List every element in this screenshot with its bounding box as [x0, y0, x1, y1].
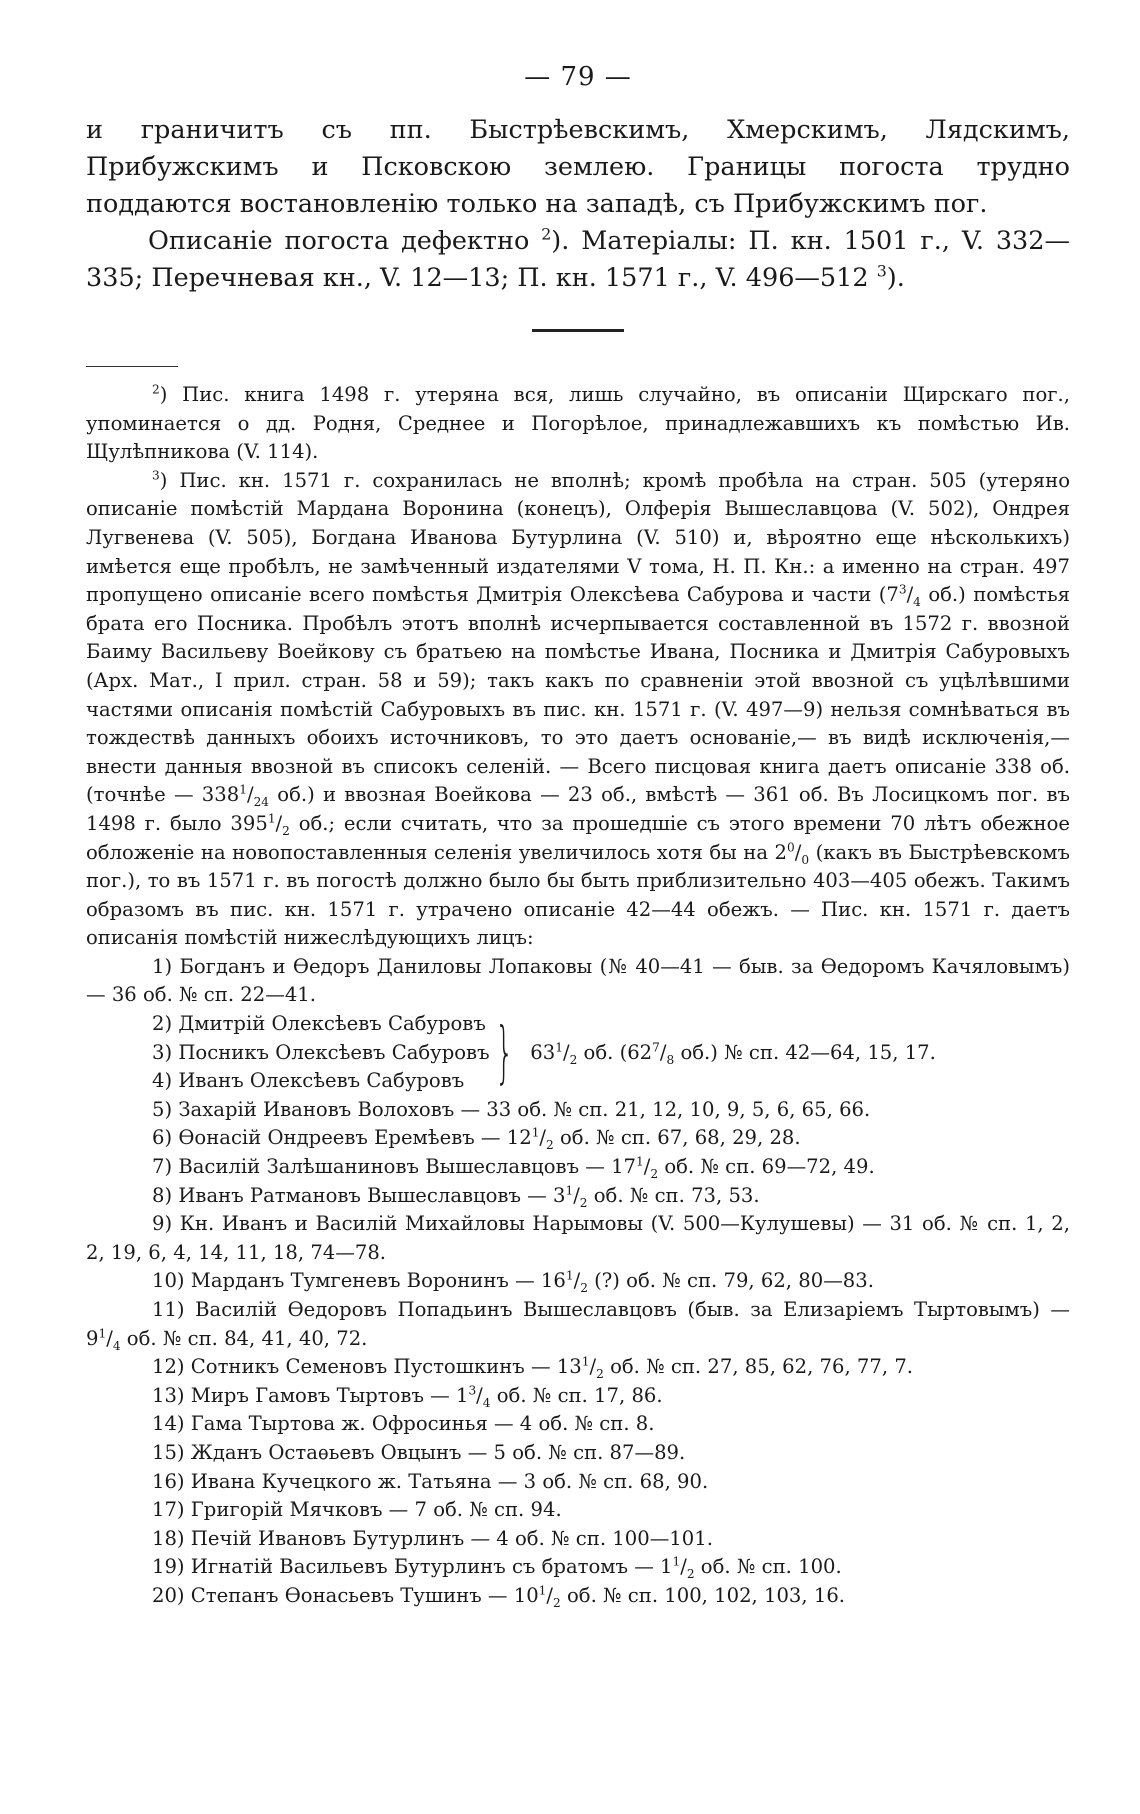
- footnote-3: $^3$) Пис. кн. 1571 г. сохранилась не вполнѣ; кромѣ пробѣла на стран. 505 (утеряно описаніе помѣстій Мардана Воронина (конецъ), Олферія Вышеславцова (V. 502), Ондрея Лугвенева (V. 505), Богдана Иванова Бутурлина (V. 510) и, вѣроятно еще нѣсколькихъ) имѣется еще пробѣлъ, не замѣченный издателями V тома, Н. П. Кн.: а именно на стран. 497 пропущено описаніе всего помѣстья Дмитрія Олексѣева Сабурова и части ($7^3/_4$ об.) помѣстья брата его Посника. Пробѣлъ этотъ вполнѣ исчерпывается составленной въ 1572 г. ввозной Баиму Васильеву Воейкову съ братьею на помѣстье Ивана, Посника и Дмитрія Сабуровыхъ (Арх. Мат., I прил. стран. 58 и 59); такъ какъ по сравненіи этой ввозной съ уцѣлѣвшими частями описанія помѣстій Сабуровыхъ въ пис. кн. 1571 г. (V. 497—9) нельзя сомнѣваться въ тождествѣ данныхъ обоихъ источниковъ, то это даетъ основаніе,— въ видѣ исключенія,— внести данныя ввозной въ списокъ селеній. — Всего писцовая книга даетъ описаніе 338 об. (точнѣе — $338^1/_{24}$ об.) и ввозная Воейкова — 23 об., вмѣстѣ — 361 об. Въ Лосицкомъ пог. въ 1498 г. было $395^1/_2$ об.; если считать, что за прошедшіе съ этого времени 70 лѣтъ обежное обложеніе на новопоставленныя селенія увеличилось хотя бы на $2^0/_0$ (какъ въ Быстрѣевскомъ пог.), то въ 1571 г. въ погостѣ должно было бы быть приблизительно 403—405 обежъ. Такимъ образомъ въ пис. кн. 1571 г. утрачено описаніе 42—44 обежъ. — Пис. кн. 1571 г. даетъ описанія помѣстій нижеслѣдующихъ лицъ:: [86, 468, 1070, 950]
- list-item: 9) Кн. Иванъ и Василій Михайловы Нарымовы (V. 500—Кулушевы) — 31 об. № сп. 1, 2, 2, 19, 6, 4, 14, 11, 18, 74—78.: [86, 1212, 1070, 1264]
- list-item: 10) Марданъ Тумгеневъ Воронинъ — $16^1/_2$ (?) об. № сп. 79, 62, 80—83.: [152, 1268, 874, 1296]
- list-item: 17) Григорій Мячковъ — 7 об. № сп. 94.: [152, 1498, 562, 1522]
- list-item: 15) Жданъ Остаѳьевъ Овцынъ — 5 об. № сп. 87—89.: [152, 1440, 686, 1464]
- footnote-ref-2: 2: [541, 224, 552, 244]
- brace-icon: }: [494, 1014, 514, 1092]
- main-paragraph-1: и граничитъ съ пп. Быстрѣевскимъ, Хмерскимъ, Лядскимъ, Прибужскимъ и Псковскою землею. Границы погоста трудно поддаются востановленію только на западѣ, съ Прибужскимъ пог.: [86, 115, 1070, 219]
- main-text: [86, 112, 1070, 297]
- list-item: 16) Ивана Кучецкого ж. Татьяна — 3 об. № сп. 68, 90.: [152, 1469, 709, 1493]
- list-item: 14) Гама Тыртова ж. Офросинья — 4 об. № сп. 8.: [152, 1412, 655, 1436]
- list-item: 7) Василій Залѣшаниновъ Вышеславцовъ — $17^1/_2$ об. № сп. 69—72, 49.: [152, 1154, 875, 1181]
- list-item-group: [86, 1010, 1070, 1096]
- list-item: 1) Богданъ и Өедоръ Даниловы Лопаковы (№ 40—41 — быв. за Өедоромъ Качяловымъ) — 36 об. № сп. 22—41.: [86, 954, 1070, 1007]
- list-item: 20) Степанъ Өонасьевъ Тушинъ — $10^1/_2$ об. № сп. 100, 102, 103, 16.: [152, 1583, 846, 1610]
- main-paragraph-2: Описаніе погоста дефектно $^2$). Матеріалы: П. кн. 1501 г., V. 332—335; Перечневая кн., V. 12—13; П. кн. 1571 г., V. 496—512 $^3$).: [86, 224, 1070, 293]
- footnote-rule: [86, 366, 178, 367]
- list-item: 5) Захарій Ивановъ Волоховъ — 33 об. № сп. 21, 12, 10, 9, 5, 6, 65, 66.: [152, 1097, 871, 1121]
- list-item: 11) Василій Өедоровъ Попадьинъ Вышеславцовъ (быв. за Елизаріемъ Тыртовымъ) — $9^1/_4$ об. № сп. 84, 41, 40, 72.: [86, 1298, 1070, 1353]
- list-item: 19) Игнатій Васильевъ Бутурлинъ съ братомъ — $1^1/_2$ об. № сп. 100.: [152, 1554, 842, 1582]
- page-number: — 79 —: [524, 62, 632, 92]
- list-item: 3) Посникъ Олексѣевъ Сабуровъ: [152, 1040, 490, 1064]
- list-item: 12) Сотникъ Семеновъ Пустошкинъ — $13^1/_2$ об. № сп. 27, 85, 62, 76, 77, 7.: [152, 1354, 914, 1382]
- list-item: 8) Иванъ Ратмановъ Вышеславцовъ — $3^1/_2$ об. № сп. 73, 53.: [152, 1183, 760, 1210]
- page: [86, 62, 1070, 1611]
- list-item: 4) Иванъ Олексѣевъ Сабуровъ: [152, 1069, 465, 1093]
- list-item: 6) Өонасій Ондреевъ Еремѣевъ — $12^1/_2$ об. № сп. 67, 68, 29, 28.: [152, 1125, 801, 1153]
- footnote-2: $^2$) Пис. книга 1498 г. утеряна вся, лишь случайно, въ описаніи Щирскаго пог., упоминается о дд. Родня, Среднее и Погорѣлое, принадлежавшихъ къ помѣстью Ив. Щулѣпникова (V. 114).: [86, 382, 1070, 464]
- group-value: $63^1/_2$ об. ($62^7/_8$ об.) № сп. 42—64, 15, 17.: [530, 1040, 936, 1067]
- footnotes: [86, 381, 1070, 1611]
- section-divider: [532, 329, 624, 332]
- footnote-ref-3: 3: [876, 261, 887, 281]
- list-item: 13) Миръ Гамовъ Тыртовъ — $1^3/_4$ об. № сп. 17, 86.: [152, 1383, 663, 1410]
- list-item: 18) Печій Ивановъ Бутурлинъ — 4 об. № сп. 100—101.: [152, 1526, 713, 1550]
- list-item: 2) Дмитрій Олексѣевъ Сабуровъ: [152, 1012, 486, 1036]
